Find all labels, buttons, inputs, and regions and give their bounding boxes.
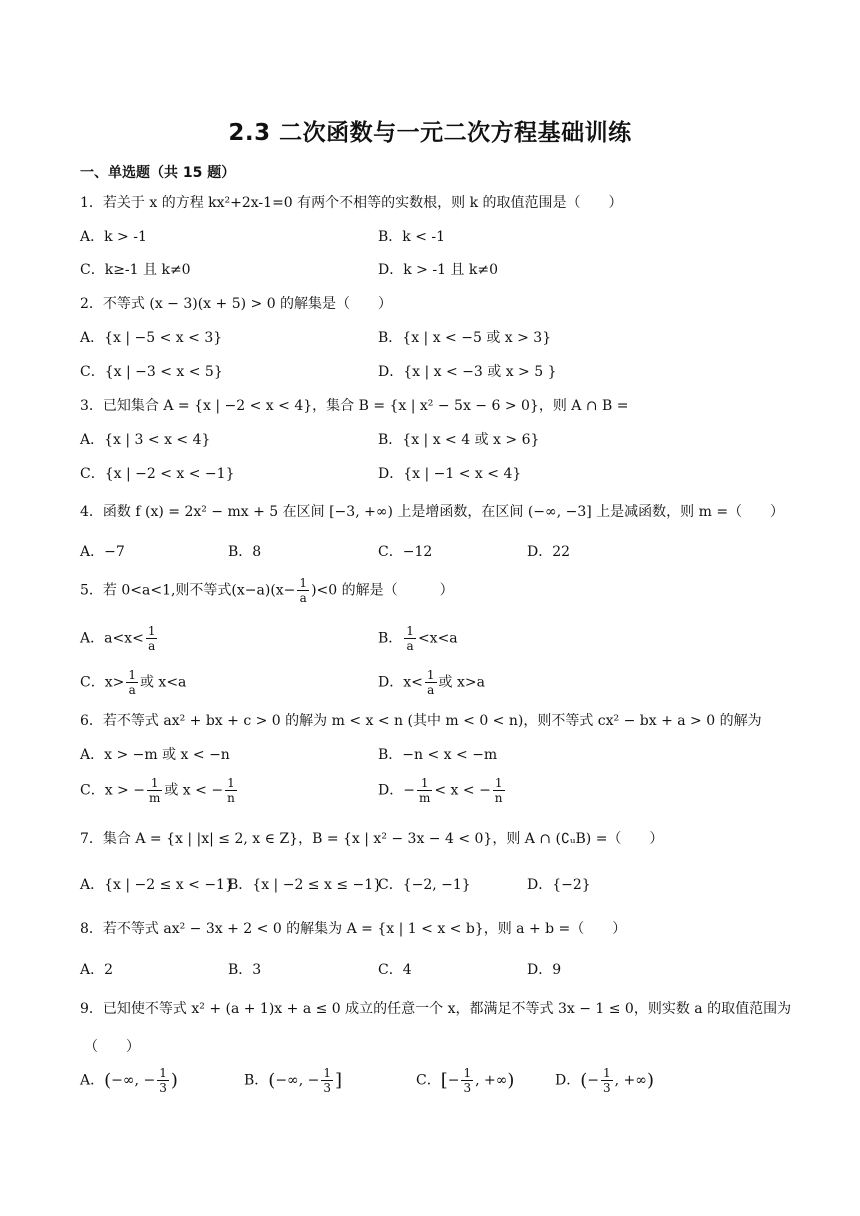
fraction-numerator: 1 <box>417 776 432 791</box>
fraction-denominator: a <box>148 639 156 653</box>
q6-option-a: A．x > −m 或 x < −n <box>80 747 230 763</box>
fraction <box>417 776 432 805</box>
fraction <box>461 1066 473 1095</box>
q6-d-text-mid: < x < − <box>434 782 491 799</box>
q5-b-label: B． <box>378 630 403 647</box>
close-bracket: ] <box>335 1070 343 1091</box>
q5-d-text: D．x< <box>378 674 423 691</box>
q5-stem-pre: 5．若 0<a<1,则不等式(x−a)(x− <box>80 582 296 599</box>
fraction-denominator: 3 <box>323 1081 331 1095</box>
question-3-stem: 3．已知集合 A = {x | −2 < x < 4}，集合 B = {x | x² − 5x − 6 > 0}，则 A ∩ B = <box>80 398 629 414</box>
q9-d-minus: − <box>587 1072 599 1089</box>
q8-option-d: D．9 <box>527 962 562 978</box>
q8-option-b: B．3 <box>228 962 262 978</box>
fraction <box>493 776 505 805</box>
q7-option-d: D．{−2} <box>527 877 591 893</box>
q4-option-d: D．22 <box>527 544 571 560</box>
q2-option-b: B．{x | x < −5 或 x > 3} <box>378 330 552 346</box>
q8-option-a: A．2 <box>80 962 114 978</box>
q6-d-text: D．− <box>378 782 415 799</box>
fraction-denominator: 3 <box>159 1081 167 1095</box>
q7-option-c: C．{−2, −1} <box>378 877 471 893</box>
q9-c-minus: − <box>447 1072 460 1089</box>
question-7-stem: 7．集合 A = {x | |x| ≤ 2, x ∈ Z}，B = {x | x² − 3x − 4 < 0}，则 A ∩ (∁ᵤB) =（ ） <box>80 831 664 847</box>
fraction <box>225 776 237 805</box>
fraction-denominator: a <box>427 683 435 697</box>
q9-option-a <box>80 1066 178 1095</box>
question-5-stem <box>80 576 454 605</box>
fraction-numerator: 1 <box>147 776 162 791</box>
fraction <box>126 668 138 697</box>
q1-option-b: B．k < -1 <box>378 229 446 245</box>
fraction <box>297 576 309 605</box>
q6-c-text-mid: 或 x < − <box>164 782 224 799</box>
q6-option-b: B．−n < x < −m <box>378 747 498 763</box>
q5-option-a <box>80 624 159 653</box>
q9-option-b <box>244 1066 342 1095</box>
q5-option-d <box>378 668 485 697</box>
fraction-denominator: m <box>148 791 161 805</box>
fraction <box>404 624 416 653</box>
q5-option-b <box>378 624 458 653</box>
q9-option-c <box>416 1066 514 1095</box>
fraction-numerator: 1 <box>147 624 156 638</box>
fraction <box>321 1066 333 1095</box>
q8-option-c: C．4 <box>378 962 412 978</box>
fraction-numerator: 1 <box>463 1066 472 1080</box>
close-paren: ) <box>646 1070 654 1091</box>
fraction-numerator: 1 <box>159 1066 167 1080</box>
fraction-denominator: n <box>227 791 235 805</box>
q6-option-c <box>80 776 239 805</box>
section-heading: 一、单选题（共 15 题） <box>80 165 236 181</box>
fraction-numerator: 1 <box>299 576 308 590</box>
question-2-stem: 2．不等式 (x − 3)(x + 5) > 0 的解集是（ ） <box>80 296 393 312</box>
open-bracket: [ <box>440 1070 448 1091</box>
q4-option-a: A．−7 <box>80 544 125 560</box>
fraction <box>147 776 162 805</box>
fraction-denominator: a <box>406 639 414 653</box>
q7-option-b: B．{x | −2 ≤ x ≤ −1} <box>228 877 383 893</box>
q2-option-c: C．{x | −3 < x < 5} <box>80 364 223 380</box>
q4-option-b: B．8 <box>228 544 262 560</box>
q5-a-text: A．a<x< <box>80 630 144 647</box>
q9-b-label: B． <box>244 1072 269 1089</box>
q9-d-label: D． <box>555 1072 581 1089</box>
q5-b-text: <x<a <box>417 630 458 647</box>
q5-c-text-post: 或 x<a <box>139 674 187 691</box>
close-paren: ) <box>170 1070 178 1091</box>
question-9-stem: 9．已知使不等式 x² + (a + 1)x + a ≤ 0 成立的任意一个 x，都满足不等式 3x − 1 ≤ 0，则实数 a 的取值范围为 <box>80 1001 792 1017</box>
question-4-stem: 4．函数 f (x) = 2x² − mx + 5 在区间 [−3, +∞) 上是增函数，在区间 (−∞, −3] 上是减函数，则 m =（ ） <box>80 504 785 520</box>
q3-option-a: A．{x | 3 < x < 4} <box>80 432 211 448</box>
q2-option-a: A．{x | −5 < x < 3} <box>80 330 223 346</box>
q9-c-label: C． <box>416 1072 441 1089</box>
q1-option-d: D．k > -1 且 k≠0 <box>378 262 498 278</box>
question-6-stem: 6．若不等式 ax² + bx + c > 0 的解为 m < x < n (其中 m < 0 < n)，则不等式 cx² − bx + a > 0 的解为 <box>80 713 762 729</box>
fraction-numerator: 1 <box>225 776 237 791</box>
open-paren: ( <box>268 1070 276 1091</box>
q9-option-d <box>555 1066 654 1095</box>
q6-option-d <box>378 776 507 805</box>
question-1-stem: 1．若关于 x 的方程 kx²+2x-1=0 有两个不相等的实数根，则 k 的取值范围是（ ） <box>80 195 623 211</box>
fraction-numerator: 1 <box>426 668 435 682</box>
page-title: 2.3 二次函数与一元二次方程基础训练 <box>228 120 632 146</box>
q5-c-text: C．x> <box>80 674 125 691</box>
open-paren: ( <box>104 1070 112 1091</box>
fraction-numerator: 1 <box>323 1066 331 1080</box>
q7-option-a: A．{x | −2 ≤ x < −1} <box>80 877 234 893</box>
close-paren: ) <box>507 1070 515 1091</box>
q6-c-text: C．x > − <box>80 782 145 799</box>
q2-option-d: D．{x | x < −3 或 x > 5 } <box>378 364 557 380</box>
q9-b-interval: −∞, − <box>275 1072 320 1089</box>
question-8-stem: 8．若不等式 ax² − 3x + 2 < 0 的解集为 A = {x | 1 < x < b}，则 a + b =（ ） <box>80 921 627 937</box>
fraction-denominator: m <box>418 791 431 805</box>
fraction <box>601 1066 613 1095</box>
fraction-denominator: a <box>128 683 136 697</box>
q5-option-c <box>80 668 186 697</box>
q9-a-label: A． <box>80 1072 105 1089</box>
fraction-numerator: 1 <box>128 668 136 682</box>
fraction-denominator: 3 <box>603 1081 611 1095</box>
fraction <box>425 668 437 697</box>
fraction-denominator: n <box>494 791 503 805</box>
q1-option-a: A．k > -1 <box>80 229 147 245</box>
q9-d-interval: , +∞ <box>614 1072 647 1089</box>
fraction-numerator: 1 <box>493 776 505 791</box>
q9-a-interval: −∞, − <box>111 1072 156 1089</box>
q5-stem-post: )<0 的解是（ ） <box>311 582 454 599</box>
fraction-denominator: 3 <box>463 1081 472 1095</box>
q1-option-c: C．k≥-1 且 k≠0 <box>80 262 191 278</box>
fraction-numerator: 1 <box>406 624 414 638</box>
fraction-denominator: a <box>299 591 307 605</box>
q3-option-c: C．{x | −2 < x < −1} <box>80 466 235 482</box>
q3-option-d: D．{x | −1 < x < 4} <box>378 466 522 482</box>
fraction-numerator: 1 <box>603 1066 611 1080</box>
fraction <box>157 1066 169 1095</box>
open-paren: ( <box>580 1070 588 1091</box>
q9-c-interval: , +∞ <box>475 1072 508 1089</box>
q3-option-b: B．{x | x < 4 或 x > 6} <box>378 432 540 448</box>
question-9-paren: （ ） <box>84 1039 140 1055</box>
q5-d-text-post: 或 x>a <box>438 674 485 691</box>
q4-option-c: C．−12 <box>378 544 433 560</box>
fraction <box>146 624 158 653</box>
